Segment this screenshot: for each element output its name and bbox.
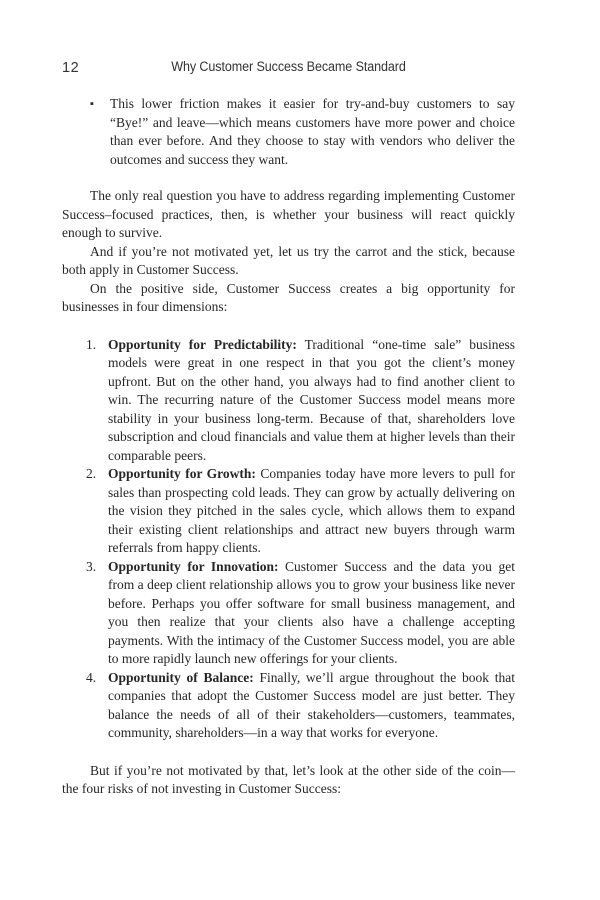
bullet-item xyxy=(62,95,515,169)
list-item-3-lead: Opportunity for Innovation: xyxy=(108,558,279,574)
list-item-1-number: 1. xyxy=(86,336,97,352)
bullet-icon: ▪ xyxy=(90,98,94,110)
list-item-2 xyxy=(62,465,515,558)
numbered-list xyxy=(62,336,515,743)
list-item-4-number: 4. xyxy=(86,669,97,685)
closing-paragraph: But if you’re not motivated by that, let’s look at the other side of the coin—the four risks of not investing in Customer Success: xyxy=(62,762,515,796)
list-item-2-lead: Opportunity for Growth: xyxy=(108,466,256,481)
bullet-text: This lower friction makes it easier for try-and-buy customers to say “Bye!” and leave—which means customers have more power and choice than ever before. And they choose to stay with vendors who deliver the outcomes and success they want. xyxy=(110,96,515,167)
list-item-3-number: 3. xyxy=(86,558,97,574)
running-header-title: Why Customer Success Became Standard xyxy=(171,59,406,74)
list-item-1-lead: Opportunity for Predictability: xyxy=(108,336,297,352)
paragraph-3: On the positive side, Customer Success creates a big opportunity for businesses in four dimensions: xyxy=(62,280,515,314)
list-item-4-lead: Opportunity of Balance: xyxy=(108,669,254,685)
list-item-3 xyxy=(62,558,515,669)
page-body xyxy=(62,95,515,799)
list-item-4 xyxy=(62,669,515,743)
page-number: 12 xyxy=(62,60,80,76)
list-item-2-text: Companies today have more levers to pull for sales than prospecting cold leads. They can grow by actually delivering on the vision they pitched in the sales cycle, which allows them to expand their existing client relationships and attract new buyers through warm referrals from happy clients. xyxy=(108,466,516,555)
page-header xyxy=(62,59,515,74)
list-item-1 xyxy=(62,336,515,466)
paragraph-1: The only real question you have to address regarding implementing Customer Success–focused practices, then, is whether your business will react quickly enough to survive. xyxy=(62,188,515,240)
list-item-3-text: Customer Success and the data you get from a deep client relationship allows you to grow your business like never before. Perhaps you offer software for small business management, and you then realize that your clients also have a challenge accepting payments. With the intimacy of the Customer Success model, you are able to more rapidly launch new offerings for your clients. xyxy=(108,558,516,666)
list-item-4-text: Finally, we’ll argue throughout the book that companies that adopt the Customer Success model are just better. They balance the needs of all of their stakeholders—customers, teammates, community, shareholders—in a way that works for everyone. xyxy=(108,669,515,740)
list-item-1-text: Traditional “one-time sale” business models were great in one respect in that you got the client’s money upfront. But on the other hand, you always had to find another client to win. The recurring nature of the Customer Success model means more stability in your business long-term. Because of that, shareholders love subscription and cloud financials and value them at higher levels than their comparable peers. xyxy=(108,336,516,463)
list-item-2-number: 2. xyxy=(86,466,97,481)
paragraph-2: And if you’re not motivated yet, let us try the carrot and the stick, because both apply in Customer Success. xyxy=(62,243,515,277)
